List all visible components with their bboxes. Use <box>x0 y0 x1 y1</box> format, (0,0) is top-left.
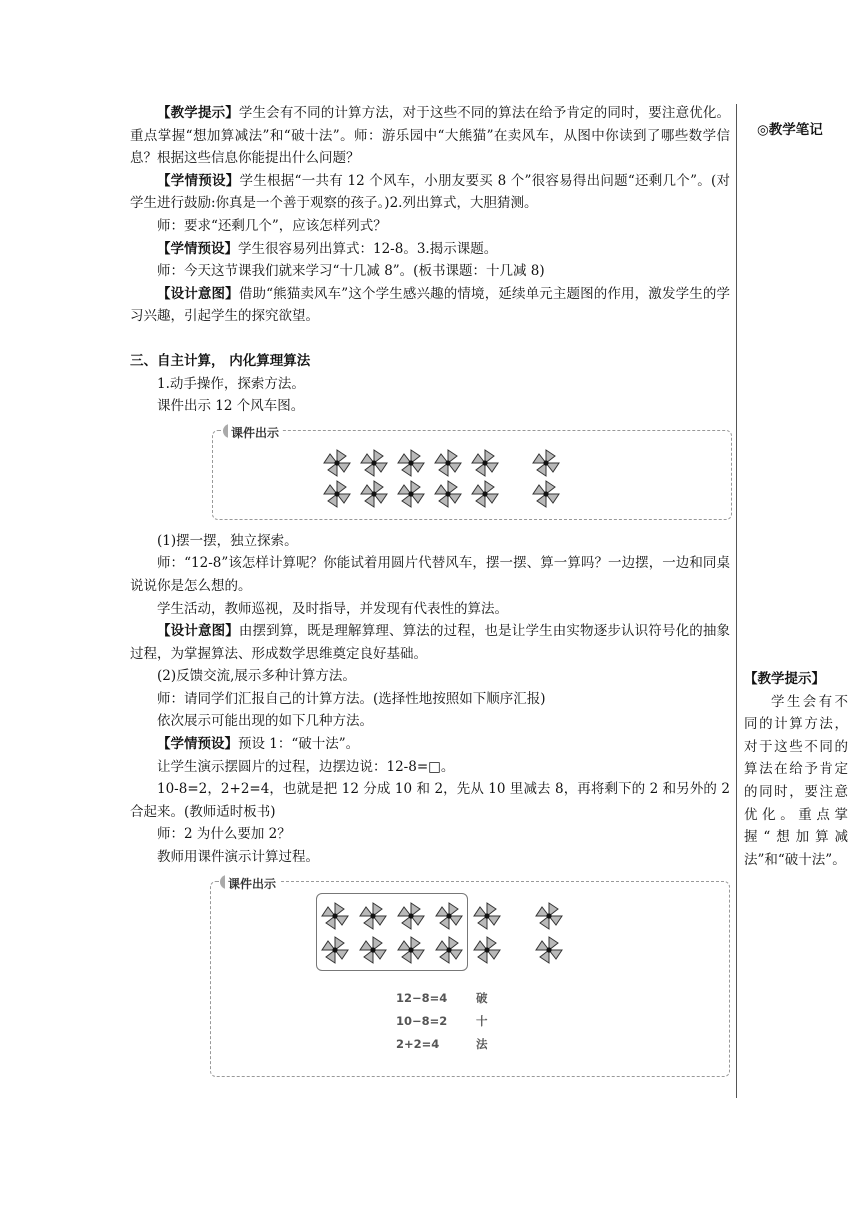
pinwheel-icon <box>531 479 561 509</box>
sidebar-teaching-tip <box>744 668 848 871</box>
section-heading-3: 三、自主计算， 内化算理算法 <box>130 352 311 369</box>
pinwheel-icon <box>433 479 463 509</box>
sidebar-notes-title: ◎教学笔记 <box>757 122 823 138</box>
pinwheel-icon <box>320 901 350 931</box>
paragraph-show-pinwheels: 课件出示 12 个风车图。 <box>157 398 305 415</box>
tag-student-prediction: 【学情预设】 <box>157 172 240 189</box>
paragraph-demo: 让学生演示摆圆片的过程，边摆边说：12-8=□。 <box>157 758 455 775</box>
tag-student-prediction: 【学情预设】 <box>157 240 238 257</box>
paragraph-step-1: 1.动手操作，探索方法。 <box>157 375 305 392</box>
paragraph-why-add-2: 师：2 为什么要加 2？ <box>157 826 291 843</box>
pinwheel-icon <box>396 935 426 965</box>
paragraph-student-prediction-3 <box>130 733 730 756</box>
figure-break-ten <box>130 875 730 1080</box>
pinwheel-icon <box>434 901 464 931</box>
paragraph-lesson-topic: 师：今天这节课我们就来学习“十几减 8”。(板书课题：十几减 8) <box>157 263 545 280</box>
tag-student-prediction: 【学情预设】 <box>157 736 238 753</box>
pinwheel-icon <box>396 448 426 478</box>
equation-2: 10−8=2 <box>396 1013 448 1028</box>
method-char-3: 法 <box>476 1036 488 1051</box>
pinwheel-icon <box>322 448 352 478</box>
paragraph-feedback: (2)反馈交流,展示多种计算方法。 <box>157 668 356 685</box>
pinwheel-icon <box>434 935 464 965</box>
tag-design-intent: 【设计意图】 <box>157 285 239 302</box>
margin-divider-line <box>736 104 737 1098</box>
pinwheel-icon <box>358 935 388 965</box>
paragraph-student-activity: 学生活动，教师巡视，及时指导，并发现有代表性的算法。 <box>157 600 508 617</box>
paragraph-show-methods: 依次展示可能出现的如下几种方法。 <box>157 713 373 730</box>
paragraph-design-intent-1 <box>130 283 730 328</box>
figure-label: 课件出示 <box>228 422 282 445</box>
paragraph-teaching-tip <box>130 102 730 170</box>
equation-3: 2+2=4 <box>396 1036 440 1051</box>
pinwheel-icon <box>534 901 564 931</box>
pinwheel-icon <box>534 935 564 965</box>
pinwheel-icon <box>472 935 502 965</box>
paragraph-arrange: (1)摆一摆，独立探索。 <box>157 532 298 549</box>
tag-design-intent: 【设计意图】 <box>157 623 239 640</box>
text-design-intent: 借助“熊猫卖风车”这个学生感兴趣的情境，延续单元主题图的作用，激发学生的学习兴趣，引起学生的探究欲望。 <box>130 285 730 325</box>
pinwheel-icon <box>472 901 502 931</box>
sidebar-tip-heading: 【教学提示】 <box>744 671 825 687</box>
figure-label: 课件出示 <box>225 873 279 896</box>
text-teaching-tip: 学生会有不同的计算方法，对于这些不同的算法在给予肯定的同时，要注意优化。重点掌握“想加算减法”和“破十法”。师：游乐园中“大熊猫”在卖风车，从图中你读到了哪些数学信息？根据这些信息你能提出什么问题？ <box>130 105 731 167</box>
pinwheel-icon <box>358 901 388 931</box>
pinwheel-icon <box>433 448 463 478</box>
equation-1: 12−8=4 <box>396 990 448 1005</box>
figure-frame <box>210 881 730 1077</box>
text-student-prediction: 学生根据“一共有 12 个风车，小朋友要买 8 个”很容易得出问题“还剩几个”。(对学生进行鼓励:你真是一个善于观察的孩子。)2.列出算式，大胆猜测。 <box>130 172 730 212</box>
method-char-2: 十 <box>476 1013 488 1028</box>
figure-12-pinwheels <box>130 424 730 524</box>
text-student-prediction: 学生很容易列出算式：12-8。3.揭示课题。 <box>238 240 498 257</box>
paragraph-teacher-report: 师：请同学们汇报自己的计算方法。(选择性地按照如下顺序汇报) <box>157 690 546 707</box>
tag-teaching-tip: 【教学提示】 <box>157 105 239 121</box>
paragraph-break-ten: 10-8=2，2+2=4，也就是把 12 分成 10 和 2，先从 10 里减去 8，再将剩下的 2 和另外的 2 合起来。(教师适时板书) <box>130 781 730 820</box>
pinwheel-icon <box>396 479 426 509</box>
pinwheel-icon <box>320 935 350 965</box>
pinwheel-icon <box>470 479 500 509</box>
text-student-prediction: 预设 1：“破十法”。 <box>238 736 360 753</box>
paragraph-teacher-question: 师：要求“还剩几个”，应该怎样列式？ <box>157 217 387 234</box>
text-design-intent: 由摆到算，既是理解算理、算法的过程，也是让学生由实物逐步认识符号化的抽象过程，为掌握算法、形成数学思维奠定良好基础。 <box>130 623 731 662</box>
pinwheel-icon <box>359 448 389 478</box>
pinwheel-icon <box>470 448 500 478</box>
paragraph-student-prediction-1 <box>130 170 730 215</box>
pinwheel-icon <box>396 901 426 931</box>
method-char-1: 破 <box>476 990 488 1005</box>
pinwheel-icon <box>359 479 389 509</box>
sidebar-tip-body: 学生会有不同的计算方法，对于这些不同的算法在给予肯定的同时，要注意优化。重点掌握“想加算减法”和“破十法”。 <box>744 693 848 868</box>
pinwheel-icon <box>531 448 561 478</box>
paragraph-courseware-demo: 教师用课件演示计算过程。 <box>157 849 319 866</box>
paragraph-teacher-how: 师：“12-8”该怎样计算呢？你能试着用圆片代替风车，摆一摆、算一算吗？一边摆，一边和同桌说说你是怎么想的。 <box>130 555 730 594</box>
paragraph-student-prediction-2 <box>130 238 730 261</box>
pinwheel-icon <box>322 479 352 509</box>
paragraph-design-intent-2 <box>130 620 730 665</box>
main-content <box>130 102 730 1086</box>
